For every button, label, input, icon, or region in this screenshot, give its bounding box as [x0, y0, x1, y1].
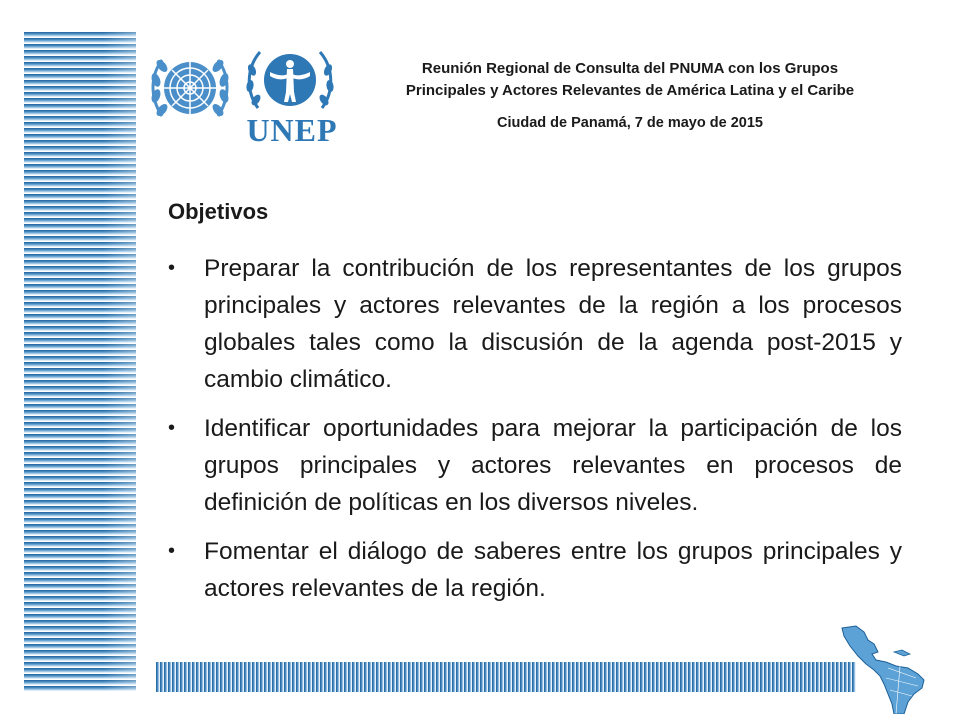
objective-text: Preparar la contribución de los representantes de los grupos principales y actores relevantes de la región a los procesos globales tales como la discusión de la agenda post-2015 y cambio climático.: [204, 255, 902, 393]
bottom-stripe-decoration: [156, 662, 856, 692]
slide-header: [360, 58, 900, 134]
objectives-list: [160, 250, 902, 619]
un-emblem-logo: [148, 46, 232, 130]
unep-wordmark: UNEP: [246, 112, 338, 148]
latin-america-map-icon: [838, 622, 938, 714]
objective-item-1: [160, 250, 902, 398]
objective-item-2: [160, 410, 902, 521]
objective-text: Fomentar el diálogo de saberes entre los grupos principales y actores relevantes de la región.: [204, 538, 902, 602]
objective-text: Identificar oportunidades para mejorar la participación de los grupos principales y actores relevantes en procesos de definición de políticas en los diversos niveles.: [204, 415, 902, 516]
objective-item-3: [160, 533, 902, 607]
section-title: Objetivos: [168, 199, 269, 224]
left-stripe-decoration: [24, 32, 136, 692]
bullet-icon: •: [168, 257, 176, 279]
header-title-line-2: Principales y Actores Relevantes de América Latina y el Caribe: [405, 82, 855, 99]
bullet-icon: •: [168, 417, 176, 439]
header-title-line-1: Reunión Regional de Consulta del PNUMA con los Grupos: [421, 60, 839, 77]
bullet-icon: •: [168, 540, 176, 562]
header-subtitle: Ciudad de Panamá, 7 de mayo de 2015: [497, 115, 763, 131]
